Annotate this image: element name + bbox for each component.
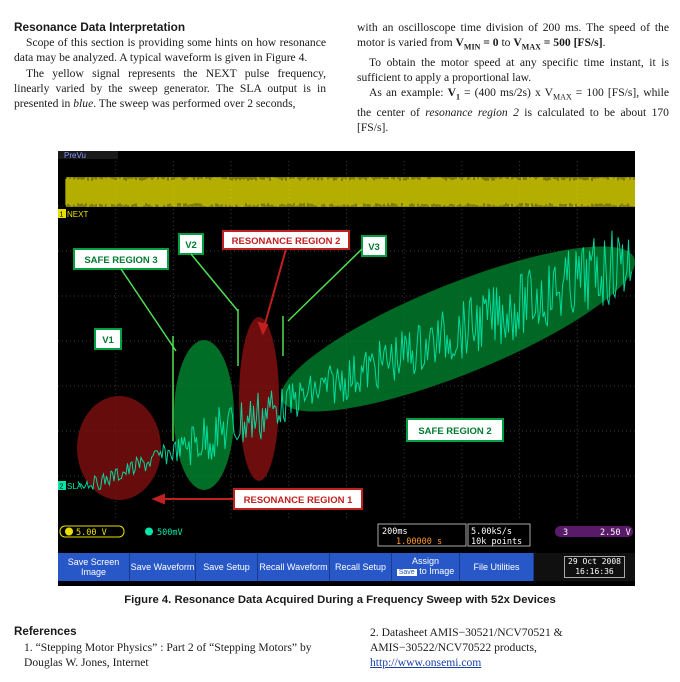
ch2-label: SLA [67, 482, 83, 491]
save-screen-image-button[interactable]: Save Screen Image [58, 553, 130, 581]
timebase: 200ms [382, 527, 408, 537]
delay: 1.00000 s [396, 537, 443, 547]
left-paragraph-1: Scope of this section is providing some hints on how resonance data may be analyzed. A typical waveform is given in Figure 4. [14, 36, 326, 65]
v1-label: V1 [102, 335, 114, 346]
resonance-region-2-label: RESONANCE REGION 2 [231, 236, 341, 247]
trigger-channel: 3 [563, 528, 569, 538]
safe-region-3-label: SAFE REGION 3 [84, 255, 158, 266]
ch1-label: NEXT [67, 210, 89, 219]
svg-text:1: 1 [59, 211, 64, 219]
right-paragraph-3: As an example: $V_1 = (400$ ms/2s) x $V_{MAX} = 100$ [FS/s], while the center of resonance region 2 is calculated to be about 170 [FS/s]. [357, 86, 669, 134]
scope-display [58, 151, 635, 586]
ch1-scale: 5.00 V [76, 528, 107, 538]
resonance-region-1-shape [77, 396, 161, 500]
assign-save-button[interactable]: Assign Save to Image [392, 553, 460, 581]
references-heading: References [14, 625, 77, 638]
ch2-scale: 500mV [157, 528, 183, 538]
section-heading: Resonance Data Interpretation [14, 20, 186, 34]
right-column [357, 20, 669, 135]
recall-setup-button[interactable]: Recall Setup [330, 553, 392, 581]
file-utilities-button[interactable]: File Utilities [460, 553, 534, 581]
left-column [14, 20, 326, 111]
resonance-region-1-label: RESONANCE REGION 1 [243, 495, 353, 506]
resonance-region-2-shape [239, 317, 279, 481]
reference-1: 1. “Stepping Motor Physics” : Part 2 of “Stepping Motors” by Douglas W. Jones, Internet [24, 641, 312, 669]
safe-region-3-shape [174, 340, 234, 490]
onsemi-link[interactable]: http://www.onsemi.com [370, 656, 482, 669]
save-setup-button[interactable]: Save Setup [196, 553, 258, 581]
v2-label: V2 [185, 240, 197, 251]
sample-rate: 5.00kS/s [471, 527, 512, 537]
recall-waveform-button[interactable]: Recall Waveform [258, 553, 330, 581]
prevu-label: PreVu [64, 151, 86, 160]
right-paragraph-1: with an oscilloscope time division of 200 ms. The speed of the motor is varied from $V_{MIN} = 0$ to $V_{MAX} = 500$ [FS/s]. [357, 21, 669, 52]
safe-region-2-label: SAFE REGION 2 [418, 426, 492, 437]
trigger-level: 2.50 V [600, 528, 631, 538]
v3-label: V3 [368, 242, 380, 253]
save-waveform-button[interactable]: Save Waveform [130, 553, 196, 581]
right-paragraph-2: To obtain the motor speed at any specific time instant, it is sufficient to apply a proportional law. [357, 55, 669, 84]
record-points: 10k points [471, 537, 523, 547]
ch1-trace [66, 177, 635, 207]
oscilloscope-screenshot [58, 151, 635, 586]
left-paragraph-2: The yellow signal represents the NEXT pulse frequency, linearly varied by the sweep generator. The SLA output is in presented in blue. The sweep was performed over 2 seconds, [14, 66, 326, 111]
reference-2: 2. Datasheet AMIS−30521/NCV70521 & AMIS−30522/NCV70522 products, http://www.onsemi.com [370, 626, 563, 669]
date-time: 29 Oct 2008 16:16:36 [534, 553, 635, 581]
figure-caption: Figure 4. Resonance Data Acquired During a Frequency Sweep with 52x Devices [124, 594, 556, 606]
svg-text:2: 2 [59, 483, 64, 491]
